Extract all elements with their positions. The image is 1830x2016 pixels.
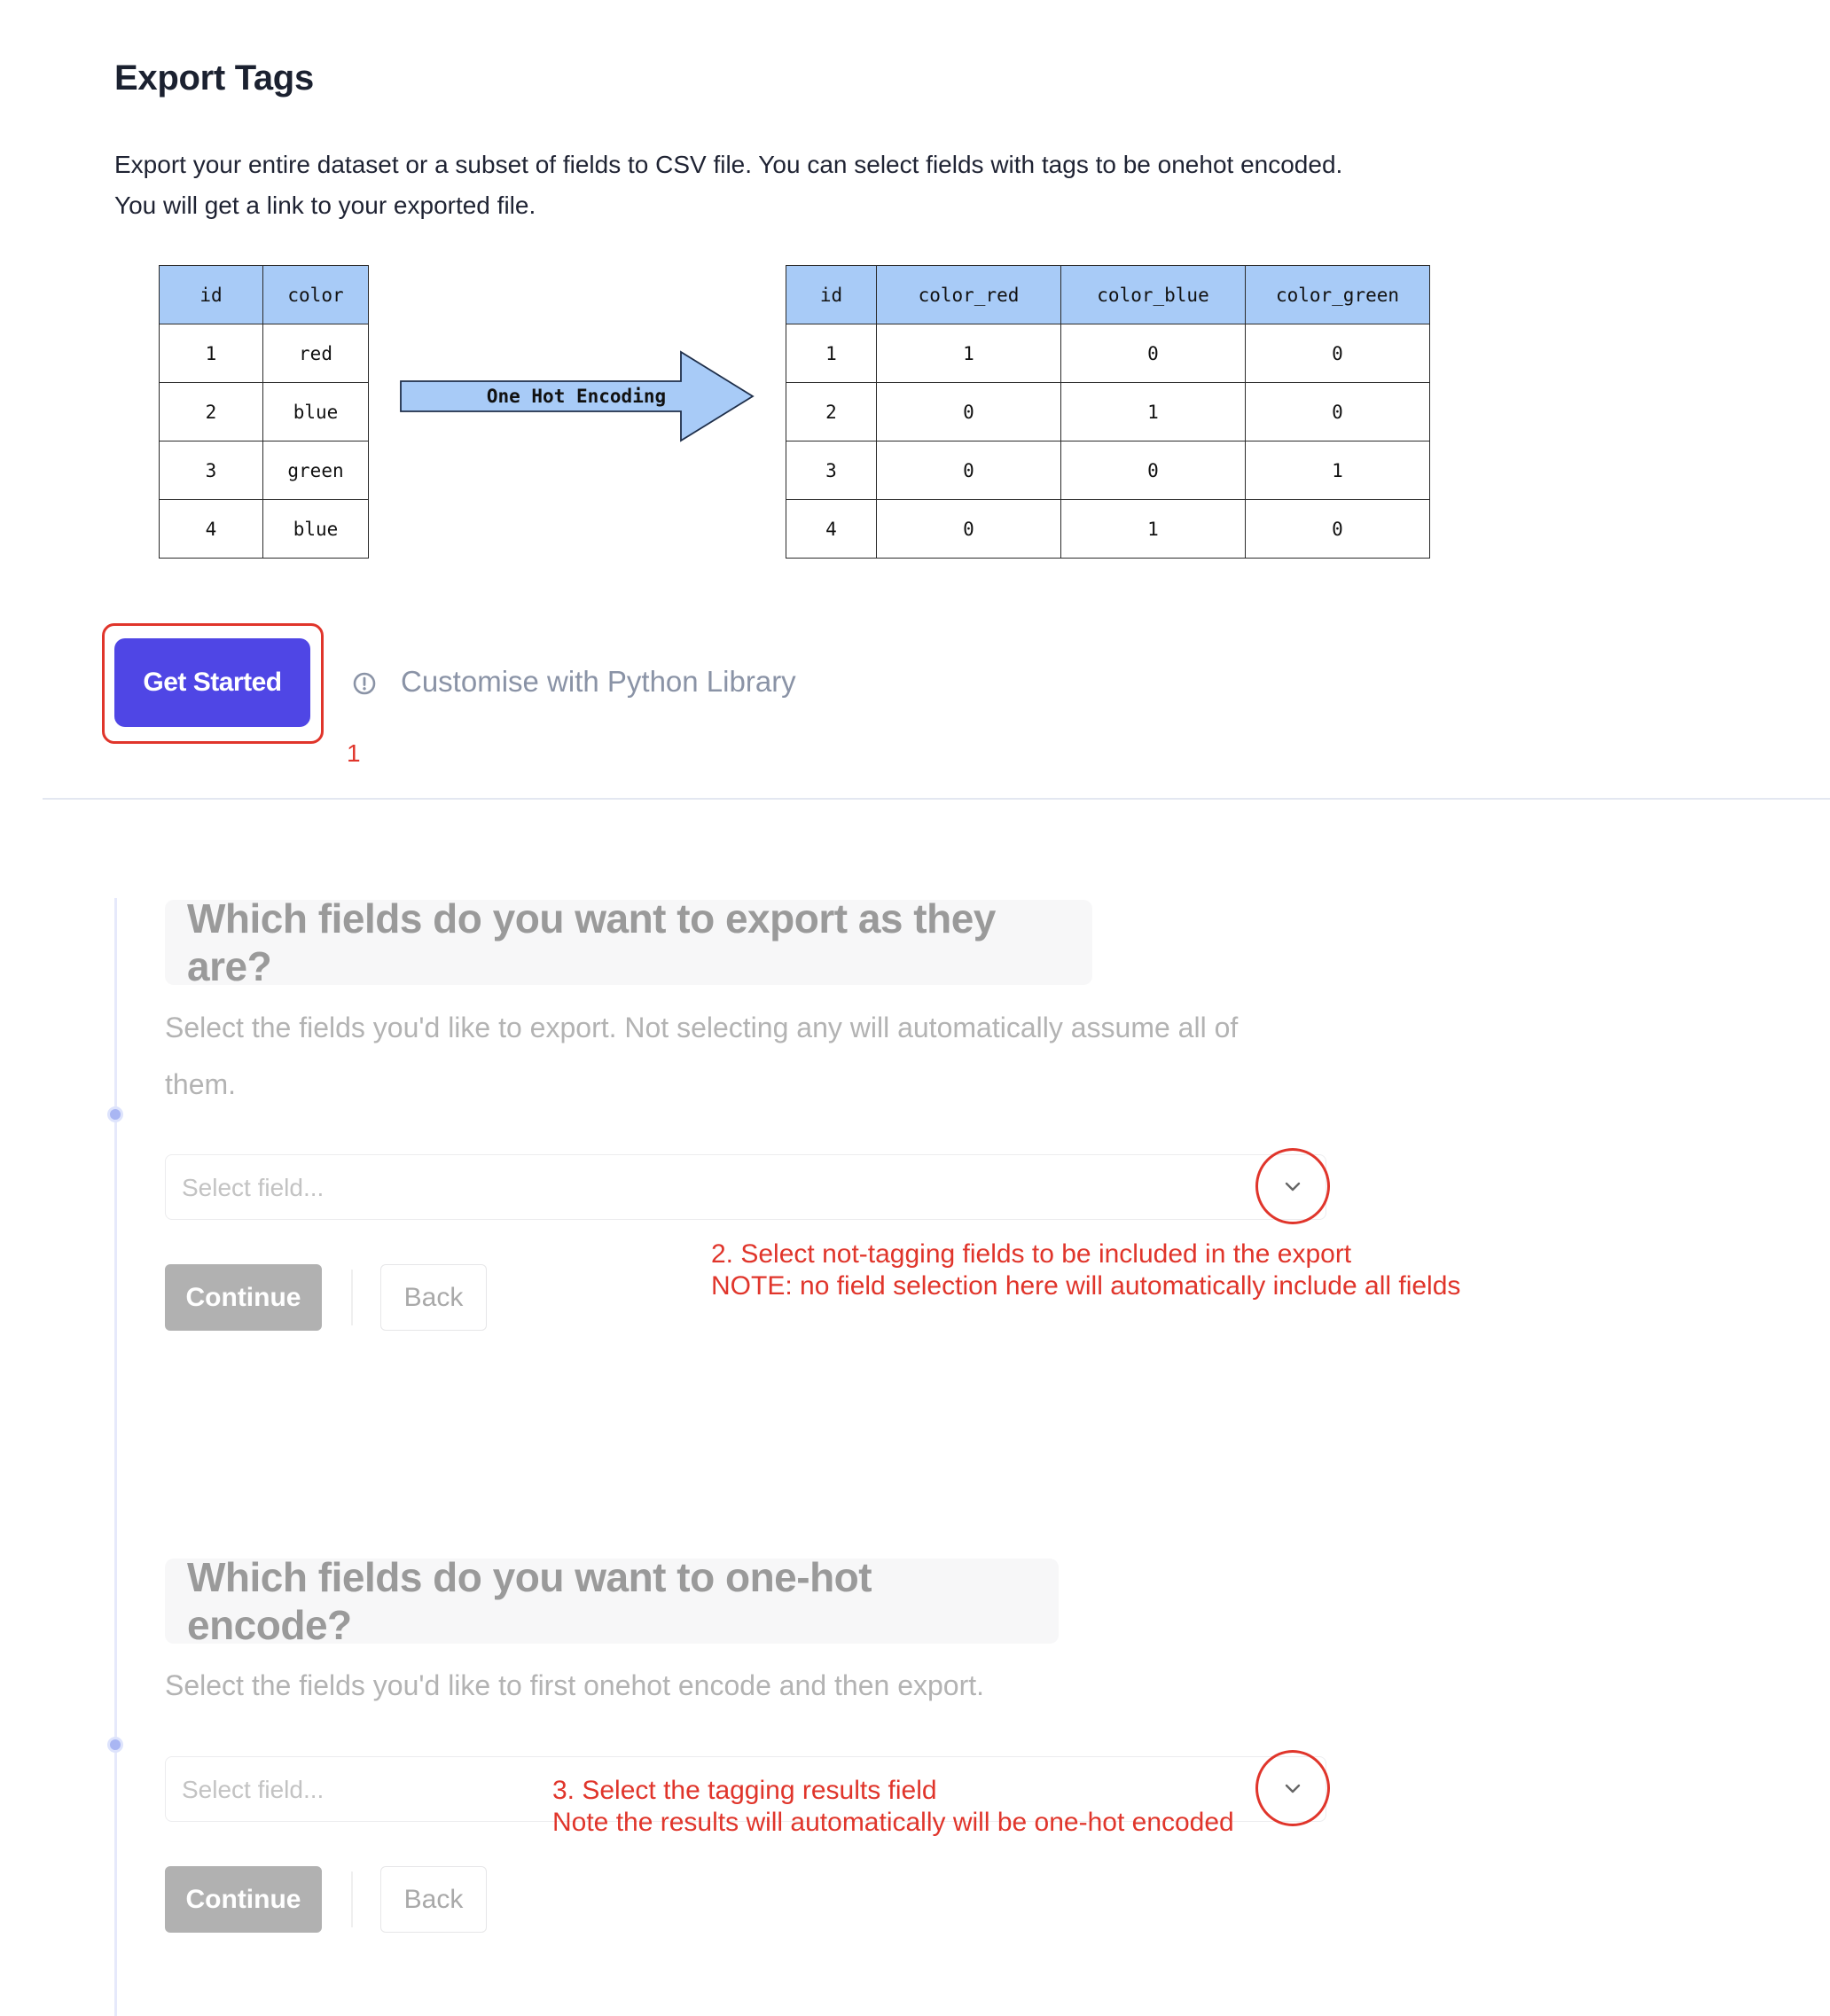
back-button[interactable]: Back <box>380 1866 487 1933</box>
table-cell: 4 <box>786 500 877 559</box>
table-cell: 1 <box>160 324 263 383</box>
table-header-cell: color <box>263 266 369 324</box>
table-cell: blue <box>263 383 369 441</box>
table-cell: 0 <box>1246 500 1430 559</box>
button-separator <box>351 1270 353 1325</box>
table-cell: 1 <box>1246 441 1430 500</box>
table-cell: 2 <box>786 383 877 441</box>
table-cell: 1 <box>1061 383 1246 441</box>
back-button[interactable]: Back <box>380 1264 487 1331</box>
table-row <box>160 383 369 441</box>
table-cell: 1 <box>786 324 877 383</box>
table-cell: green <box>263 441 369 500</box>
table-cell: 0 <box>1246 383 1430 441</box>
annotation-step-2 <box>711 1239 1460 1302</box>
table-cell: 0 <box>877 441 1061 500</box>
step-2-title: Which fields do you want to one-hot encode? <box>165 1559 1059 1644</box>
source-table-header-row <box>160 266 369 324</box>
chevron-down-icon[interactable] <box>1279 1178 1307 1196</box>
table-row <box>160 441 369 500</box>
step-2-subtitle <box>165 1657 1318 1714</box>
source-table <box>159 265 369 559</box>
step-1-subtitle-line-1: Select the fields you'd like to export. Not selecting any will automatically assume all of <box>165 1012 1239 1043</box>
table-row <box>786 441 1430 500</box>
table-header-cell: id <box>160 266 263 324</box>
annotation-step-3-line-1: 3. Select the tagging results field <box>552 1776 937 1805</box>
step-1-subtitle <box>165 999 1318 1113</box>
section-divider <box>43 798 1830 800</box>
table-row <box>160 324 369 383</box>
table-header-cell: color_green <box>1246 266 1430 324</box>
get-started-button[interactable]: Get Started <box>114 638 310 727</box>
table-cell: 3 <box>160 441 263 500</box>
table-row <box>786 500 1430 559</box>
table-cell: 3 <box>786 441 877 500</box>
page-description <box>114 145 1533 226</box>
annotation-step-3 <box>552 1775 1234 1839</box>
annotation-step-3-line-2: Note the results will automatically will be one-hot encoded <box>552 1808 1234 1837</box>
stepper-line <box>114 898 117 2016</box>
table-cell: red <box>263 324 369 383</box>
page-title: Export Tags <box>114 59 314 98</box>
table-cell: 0 <box>1061 324 1246 383</box>
step-2-subtitle-line-1: Select the fields you'd like to first onehot encode and then export. <box>165 1669 985 1701</box>
table-header-cell: color_blue <box>1061 266 1246 324</box>
arrow-label: One Hot Encoding <box>486 386 667 407</box>
chevron-down-icon[interactable] <box>1279 1780 1307 1798</box>
table-cell: blue <box>263 500 369 559</box>
table-cell: 0 <box>877 500 1061 559</box>
one-hot-encoding-arrow <box>399 350 755 442</box>
annotation-step-2-line-1: 2. Select not-tagging fields to be included in the export <box>711 1239 1352 1269</box>
export-fields-select[interactable] <box>165 1154 1326 1220</box>
step-1-subtitle-line-2: them. <box>165 1068 237 1100</box>
table-cell: 0 <box>1246 324 1430 383</box>
table-cell: 2 <box>160 383 263 441</box>
info-circle-icon <box>352 671 377 696</box>
continue-button[interactable]: Continue <box>165 1866 322 1933</box>
encoded-table-header-row <box>786 266 1430 324</box>
table-cell: 0 <box>1061 441 1246 500</box>
button-separator <box>351 1871 353 1927</box>
table-cell: 1 <box>1061 500 1246 559</box>
select-placeholder: Select field... <box>182 1776 325 1803</box>
python-library-link[interactable]: Customise with Python Library <box>401 665 796 698</box>
step-1-indicator <box>107 1106 123 1122</box>
table-row <box>160 500 369 559</box>
annotation-step-2-line-2: NOTE: no field selection here will automatically include all fields <box>711 1271 1461 1301</box>
table-cell: 4 <box>160 500 263 559</box>
table-row <box>786 383 1430 441</box>
step-1-title: Which fields do you want to export as they are? <box>165 900 1092 985</box>
table-cell: 1 <box>877 324 1061 383</box>
continue-button[interactable]: Continue <box>165 1264 322 1331</box>
table-cell: 0 <box>877 383 1061 441</box>
select-placeholder: Select field... <box>182 1174 325 1201</box>
description-line-2: You will get a link to your exported file. <box>114 191 536 219</box>
table-header-cell: id <box>786 266 877 324</box>
table-row <box>786 324 1430 383</box>
description-line-1: Export your entire dataset or a subset of fields to CSV file. You can select fields with tags to be onehot encoded. <box>114 151 1343 178</box>
encoded-table <box>786 265 1430 559</box>
table-header-cell: color_red <box>877 266 1061 324</box>
annotation-step-1: 1 <box>347 739 361 767</box>
step-2-indicator <box>107 1737 123 1753</box>
